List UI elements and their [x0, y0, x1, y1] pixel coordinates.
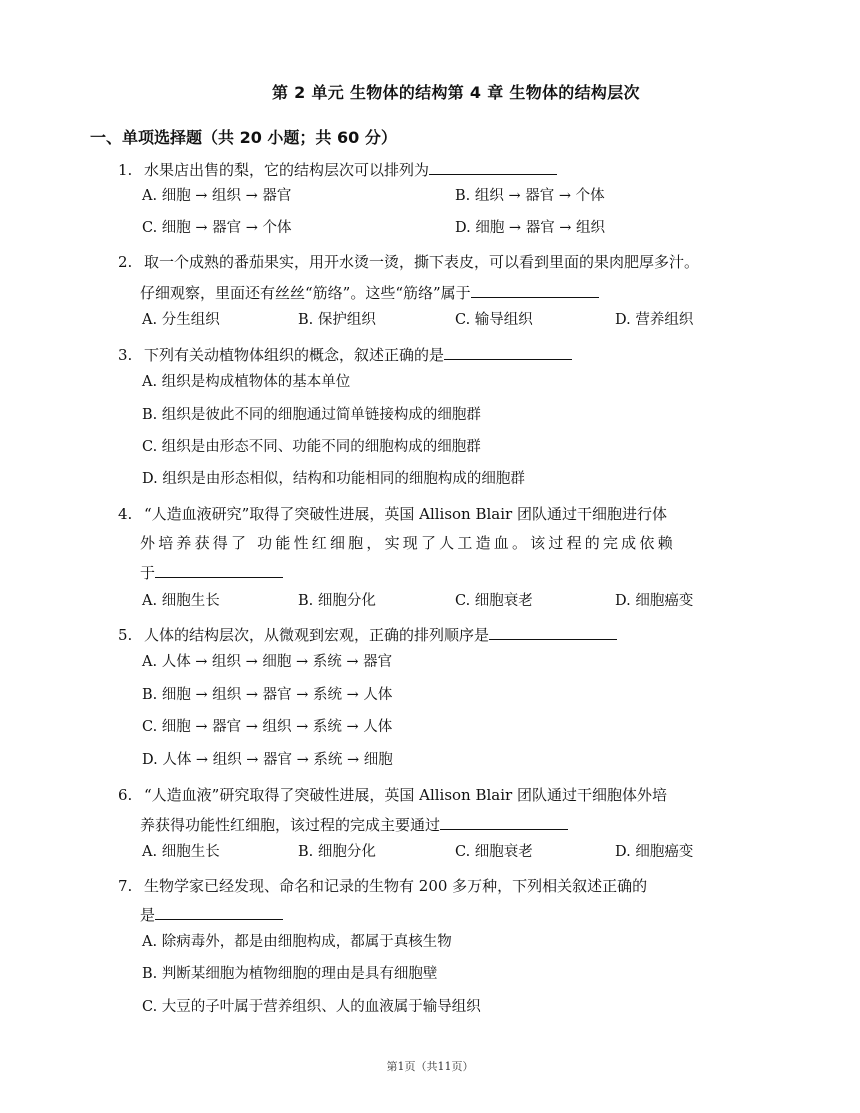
question-text: 取一个成熟的番茄果实，用开水烫一烫，撕下表皮，可以看到里面的果肉肥厚多汁。 [144, 253, 700, 271]
option-a: A. 细胞生长 [142, 844, 220, 860]
question-4-line-2: 外培养获得了 功能性红细胞，实现了人工造血。该过程的完成依赖 [140, 534, 676, 552]
option-c: C. 组织是由形态不同、功能不同的细胞构成的细胞群 [142, 439, 481, 455]
option-b: B. 组织是彼此不同的细胞通过简单链接构成的细胞群 [142, 407, 481, 423]
question-text: 下列有关动植物体组织的概念，叙述正确的是 [144, 346, 445, 364]
option-c: C. 细胞 → 器官 → 个体 [142, 220, 292, 236]
option-b: B. 细胞分化 [298, 593, 376, 609]
option-b: B. 组织 → 器官 → 个体 [455, 188, 605, 204]
option-c: C. 细胞 → 器官 → 组织 → 系统 → 人体 [142, 719, 393, 735]
answer-blank [155, 903, 283, 920]
answer-blank [155, 561, 283, 578]
option-d: D. 人体 → 组织 → 器官 → 系统 → 细胞 [142, 752, 393, 768]
option-b: B. 细胞 → 组织 → 器官 → 系统 → 人体 [142, 687, 393, 703]
option-a: A. 人体 → 组织 → 细胞 → 系统 → 器官 [142, 654, 393, 670]
answer-blank [489, 623, 617, 640]
question-3: 3. 下列有关动植物体组织的概念，叙述正确的是 [118, 343, 572, 366]
option-c: C. 输导组织 [455, 312, 533, 328]
option-d: D. 营养组织 [615, 312, 694, 328]
answer-blank [444, 343, 572, 360]
question-text: 人体的结构层次，从微观到宏观，正确的排列顺序是 [144, 626, 490, 644]
question-5: 5. 人体的结构层次，从微观到宏观，正确的排列顺序是 [118, 623, 617, 646]
option-a: A. 细胞 → 组织 → 器官 [142, 188, 292, 204]
option-b: B. 保护组织 [298, 312, 376, 328]
question-4-line-3: 于 [140, 561, 283, 584]
question-text: 生物学家已经发现、命名和记录的生物有 200 多万种，下列相关叙述正确的 [144, 877, 648, 895]
option-a: A. 组织是构成植物体的基本单位 [142, 374, 351, 390]
option-b: B. 细胞分化 [298, 844, 376, 860]
option-d: D. 细胞 → 器官 → 组织 [455, 220, 606, 236]
question-text: “人造血液研究”取得了突破性进展，英国 Allison Blair 团队通过干细胞进行体 [144, 505, 667, 523]
option-a: A. 分生组织 [142, 312, 220, 328]
option-d: D. 细胞癌变 [615, 844, 694, 860]
option-d: D. 组织是由形态相似，结构和功能相同的细胞构成的细胞群 [142, 471, 525, 487]
page-footer: 第1页（共11页） [386, 1060, 474, 1073]
option-d: D. 细胞癌变 [615, 593, 694, 609]
question-7: 7. 生物学家已经发现、命名和记录的生物有 200 多万种，下列相关叙述正确的 [118, 877, 648, 895]
question-text: 水果店出售的梨，它的结构层次可以排列为 [144, 161, 430, 179]
question-2-line-2: 仔细观察，里面还有丝丝“筋络”。这些“筋络”属于 [140, 281, 599, 304]
page-title: 第 2 单元 生物体的结构第 4 章 生物体的结构层次 [272, 83, 640, 102]
option-c: C. 大豆的子叶属于营养组织、人的血液属于输导组织 [142, 999, 481, 1015]
option-c: C. 细胞衰老 [455, 844, 533, 860]
answer-blank [440, 813, 568, 830]
question-4: 4. “人造血液研究”取得了突破性进展，英国 Allison Blair 团队通过干细胞进行体 [118, 505, 667, 523]
answer-blank [429, 158, 557, 175]
option-a: A. 除病毒外，都是由细胞构成，都属于真核生物 [142, 934, 452, 950]
question-1: 1. 水果店出售的梨，它的结构层次可以排列为 [118, 158, 557, 181]
section-heading: 一、单项选择题（共 20 小题；共 60 分） [90, 128, 397, 147]
question-7-line-2: 是 [140, 903, 283, 926]
question-6: 6. “人造血液”研究取得了突破性进展，英国 Allison Blair 团队通过干细胞体外培 [118, 786, 667, 804]
option-c: C. 细胞衰老 [455, 593, 533, 609]
answer-blank [471, 281, 599, 298]
question-2: 2. 取一个成熟的番茄果实，用开水烫一烫，撕下表皮，可以看到里面的果肉肥厚多汁。 [118, 253, 700, 271]
option-a: A. 细胞生长 [142, 593, 220, 609]
question-6-line-2: 养获得功能性红细胞，该过程的完成主要通过 [140, 813, 568, 836]
question-text: “人造血液”研究取得了突破性进展，英国 Allison Blair 团队通过干细胞体外培 [144, 786, 667, 804]
option-b: B. 判断某细胞为植物细胞的理由是具有细胞壁 [142, 966, 438, 982]
